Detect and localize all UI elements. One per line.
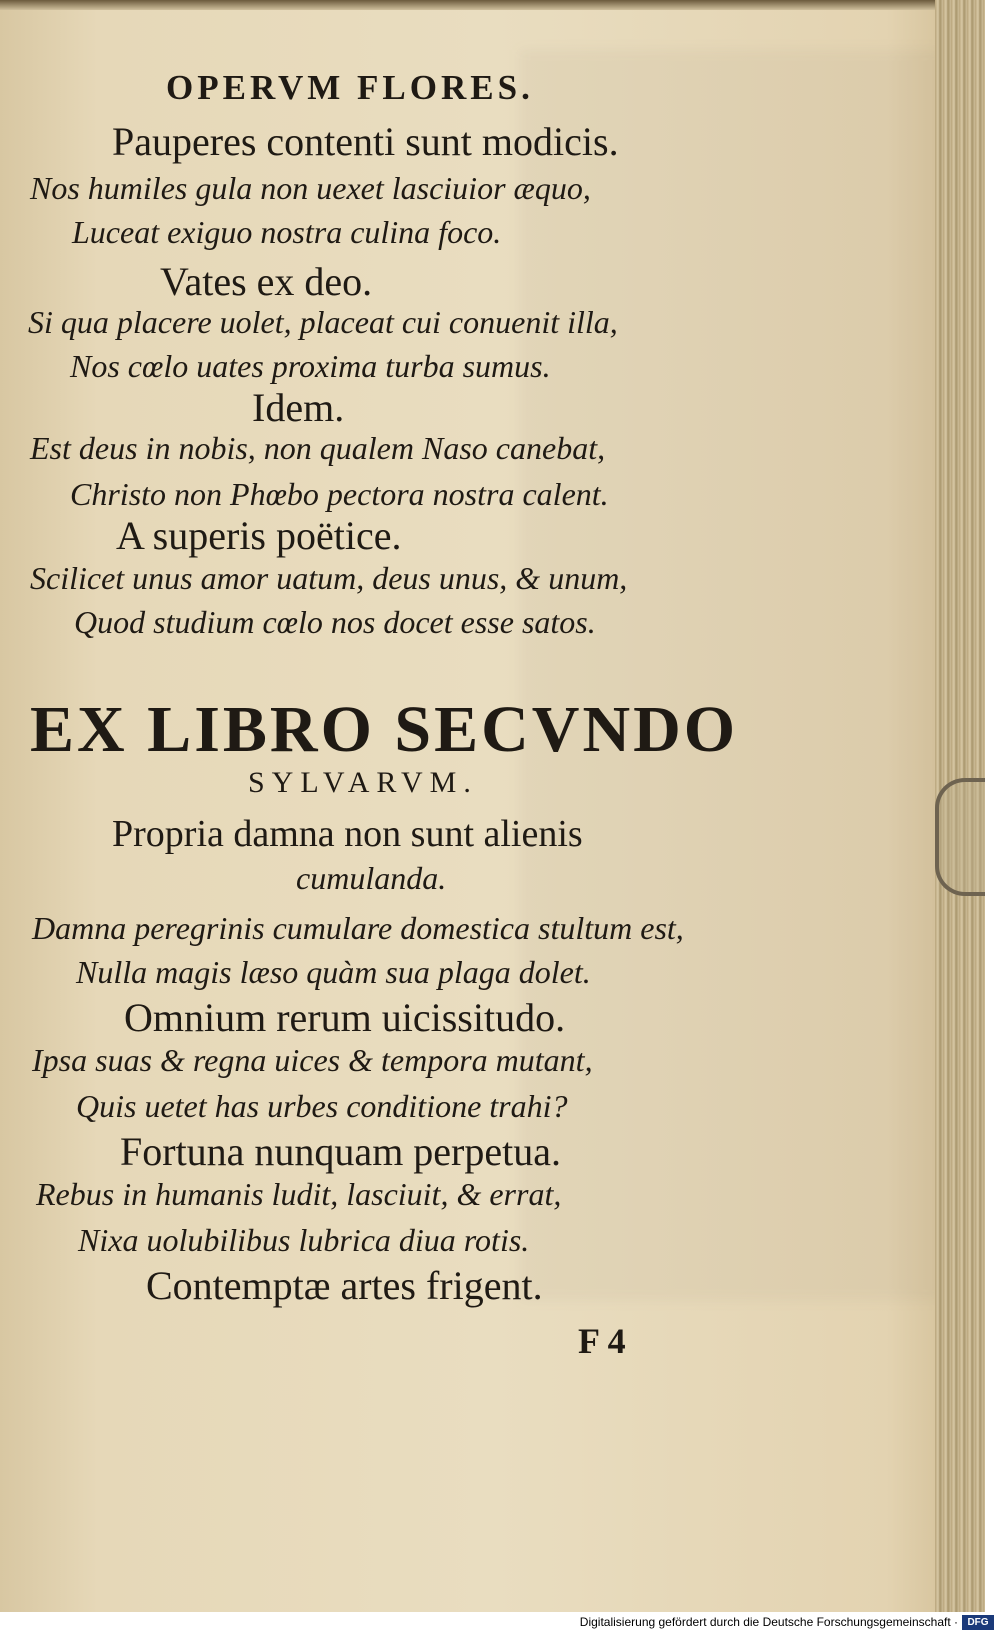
book-clasp (935, 778, 985, 896)
verse-line: Quis uetet has urbes conditione trahi? (76, 1088, 568, 1124)
verse-line: Quod studium cœlo nos docet esse satos. (74, 604, 596, 640)
section-title: EX LIBRO SECVNDO (30, 693, 739, 766)
entry-title: Pauperes contenti sunt modicis. (112, 119, 619, 164)
verse-line: Nixa uolubilibus lubrica diua rotis. (78, 1222, 530, 1258)
verse-line: Nos cœlo uates proxima turba sumus. (70, 348, 551, 384)
entry-title: A superis poëtice. (116, 513, 402, 558)
verse-line: Si qua placere uolet, placeat cui conuenit illa, (28, 304, 618, 340)
footer-bar (0, 1612, 1000, 1634)
entry-title: Idem. (252, 385, 345, 430)
verse-line: Rebus in humanis ludit, lasciuit, & errat, (36, 1176, 562, 1212)
verse-line: Scilicet unus amor uatum, deus unus, & unum, (30, 560, 628, 596)
signature-mark: F 4 (578, 1321, 626, 1361)
show-through-shadow (520, 50, 940, 1300)
entry-title-continued: cumulanda. (296, 860, 447, 896)
footer-credit: Digitalisierung gefördert durch die Deutsche Forschungsgemeinschaft · (579, 1615, 958, 1629)
verse-line: Nulla magis læso quàm sua plaga dolet. (76, 954, 591, 990)
running-header: OPERVM FLORES. (166, 68, 534, 107)
verse-line: Nos humiles gula non uexet lasciuior æquo, (30, 170, 591, 206)
section-subtitle: SYLVARVM. (248, 766, 478, 799)
entry-title: Fortuna nunquam perpetua. (120, 1129, 561, 1174)
page-top-edge (0, 0, 985, 10)
dfg-logo: DFG (962, 1615, 994, 1630)
verse-line: Damna peregrinis cumulare domestica stultum est, (32, 910, 684, 946)
verse-line: Luceat exiguo nostra culina foco. (72, 214, 502, 250)
entry-title: Contemptæ artes frigent. (146, 1263, 543, 1308)
verse-line: Ipsa suas & regna uices & tempora mutant, (32, 1042, 593, 1078)
entry-title: Omnium rerum uicissitudo. (124, 995, 566, 1040)
verse-line: Christo non Phœbo pectora nostra calent. (70, 476, 609, 512)
entry-title: Vates ex deo. (160, 259, 373, 304)
verse-line: Est deus in nobis, non qualem Naso canebat, (30, 430, 606, 466)
entry-title: Propria damna non sunt alienis (112, 813, 583, 855)
